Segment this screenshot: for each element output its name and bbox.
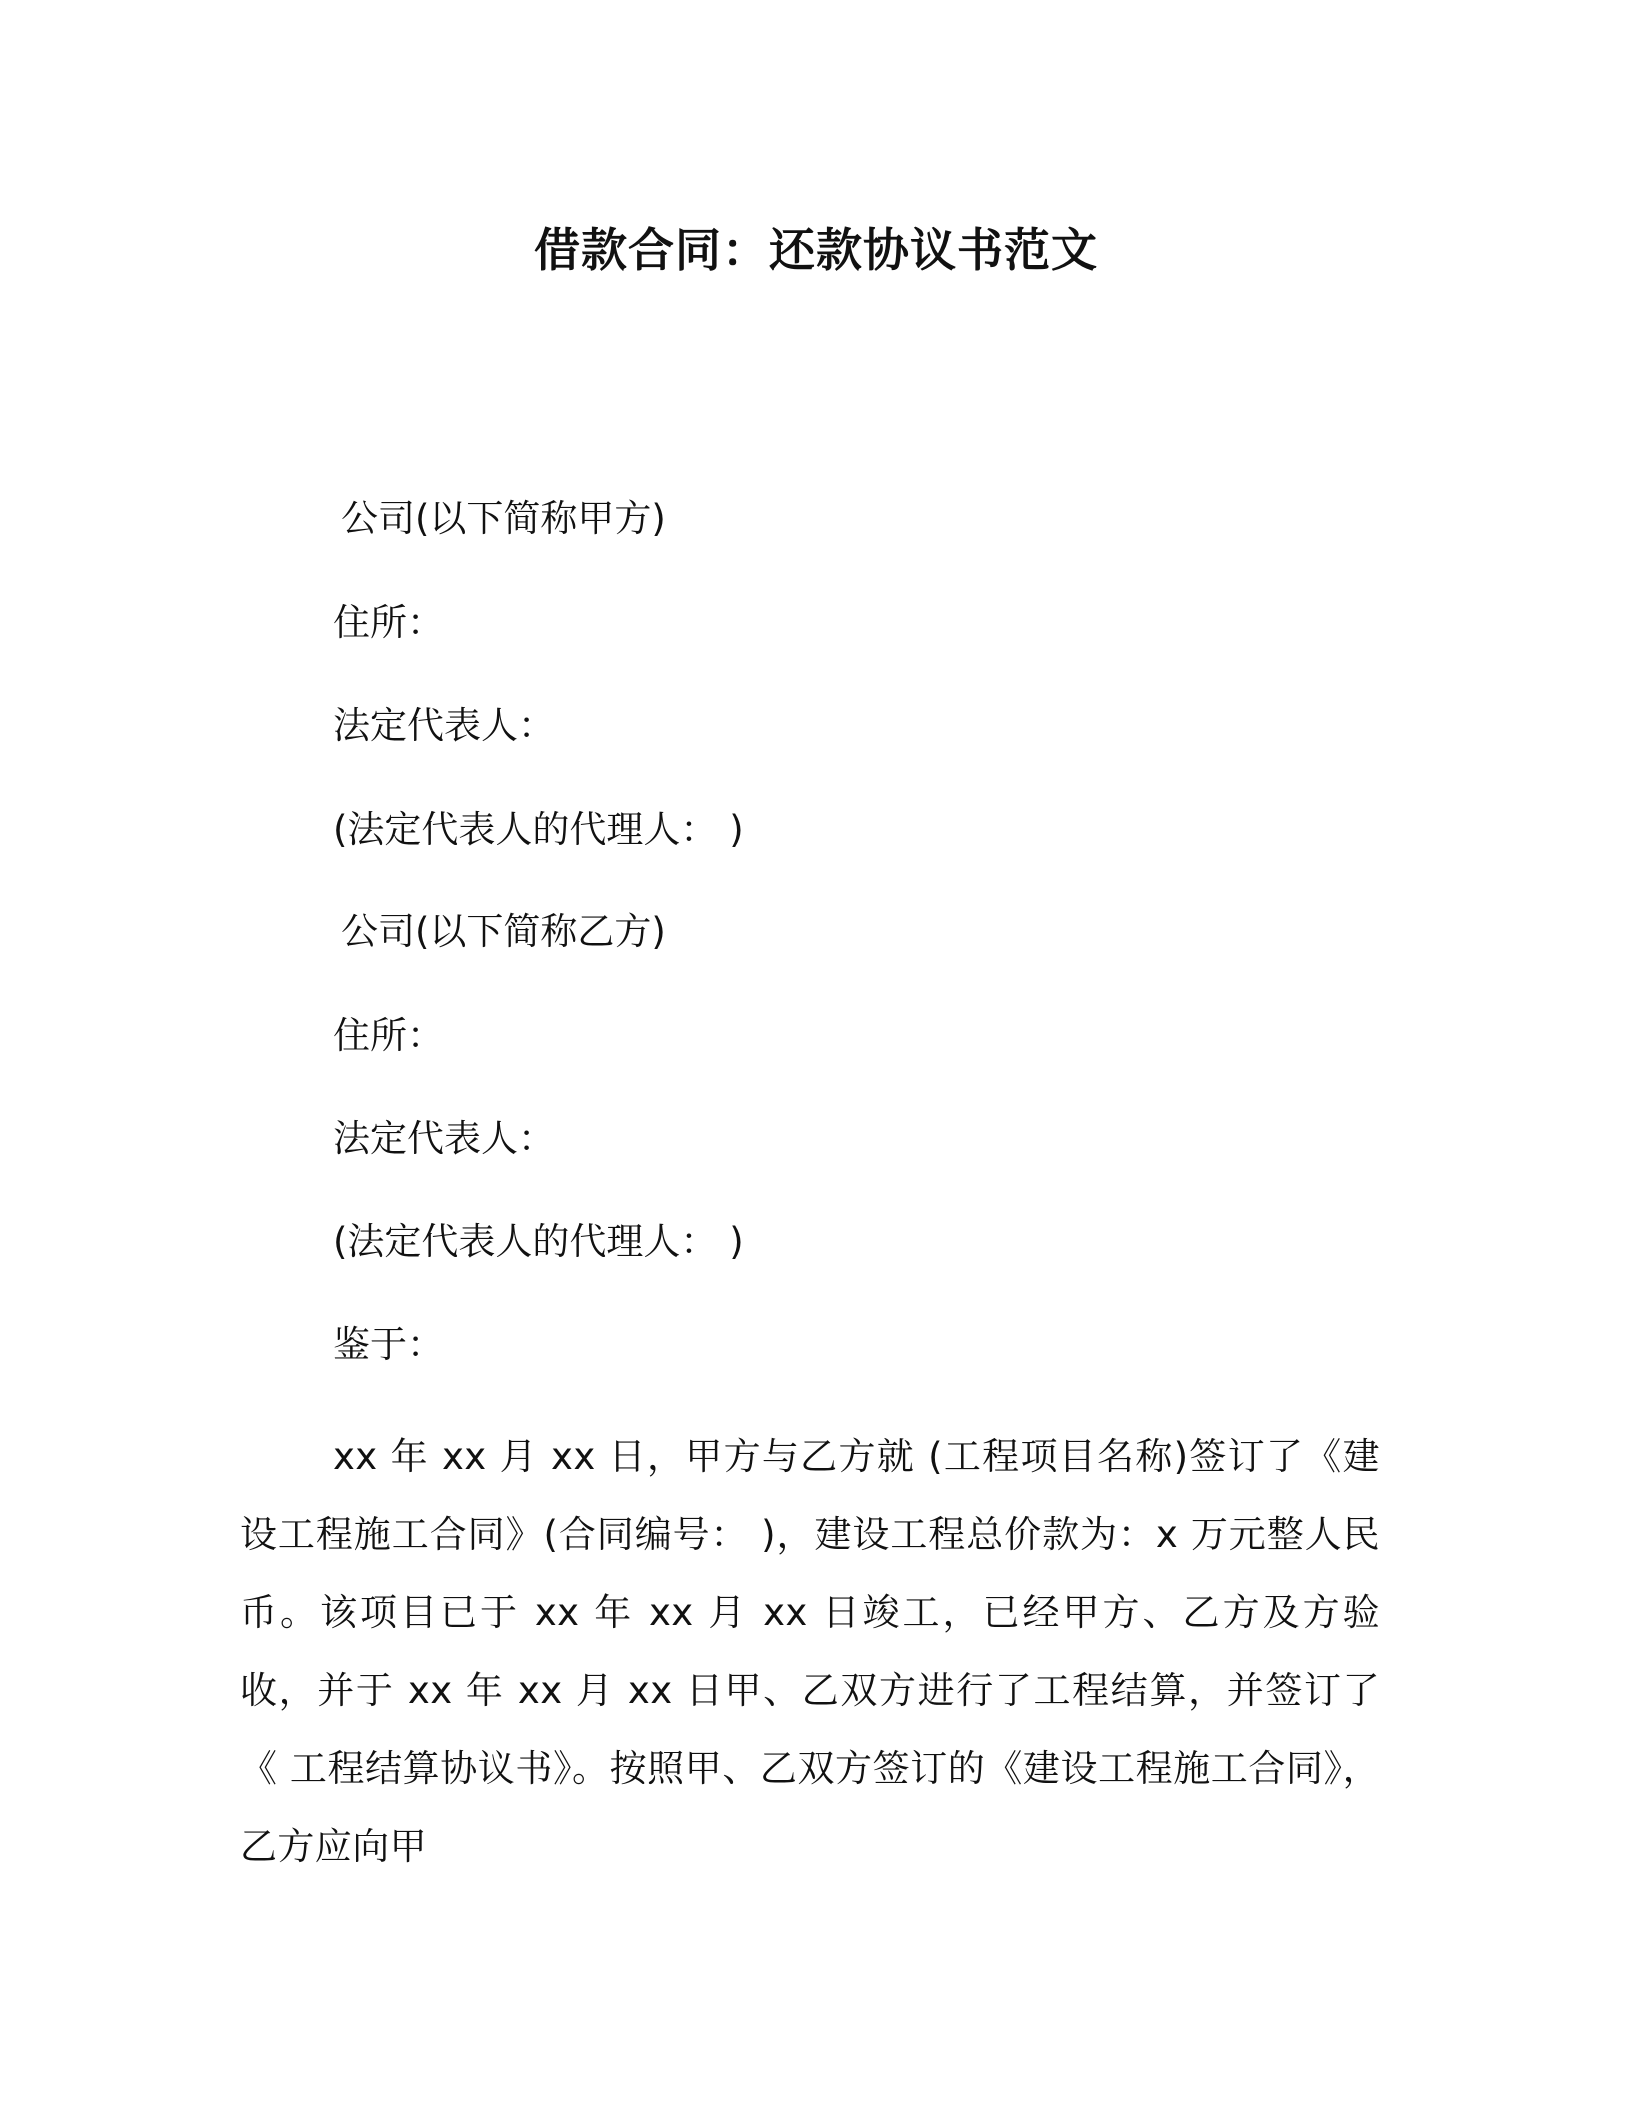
party-a-agent-label: (法定代表人的代理人： ) — [333, 808, 744, 851]
party-a-company: 公司(以下简称甲方) — [341, 497, 666, 540]
party-b-address-label: 住所： — [333, 1014, 444, 1057]
party-a-legal-rep-label: 法定代表人： — [333, 704, 555, 747]
whereas-label: 鉴于： — [333, 1323, 444, 1366]
party-b-company: 公司(以下简称乙方) — [341, 910, 666, 953]
body-paragraph: xx 年 xx 月 xx 日，甲方与乙方就 (工程项目名称)签订了《建设工程施工合同》(合同编号： )，建设工程总价款为：x 万元整人民币。该项目已于 xx 年 xx 月 xx 日竣工，已经甲方、乙方及方验收，并于 xx 年 xx 月 xx 日甲、乙双方进行了工程结算，并签订了《 工程结算协议书》。按照甲、乙双方签订的《建设工程施工合同》，乙方应向甲 — [240, 1435, 1380, 1868]
party-b-agent-label: (法定代表人的代理人： ) — [333, 1220, 744, 1263]
party-b-legal-rep-label: 法定代表人： — [333, 1117, 555, 1160]
document-title: 借款合同：还款协议书范文 — [534, 223, 1098, 277]
party-a-address-label: 住所： — [333, 601, 444, 644]
